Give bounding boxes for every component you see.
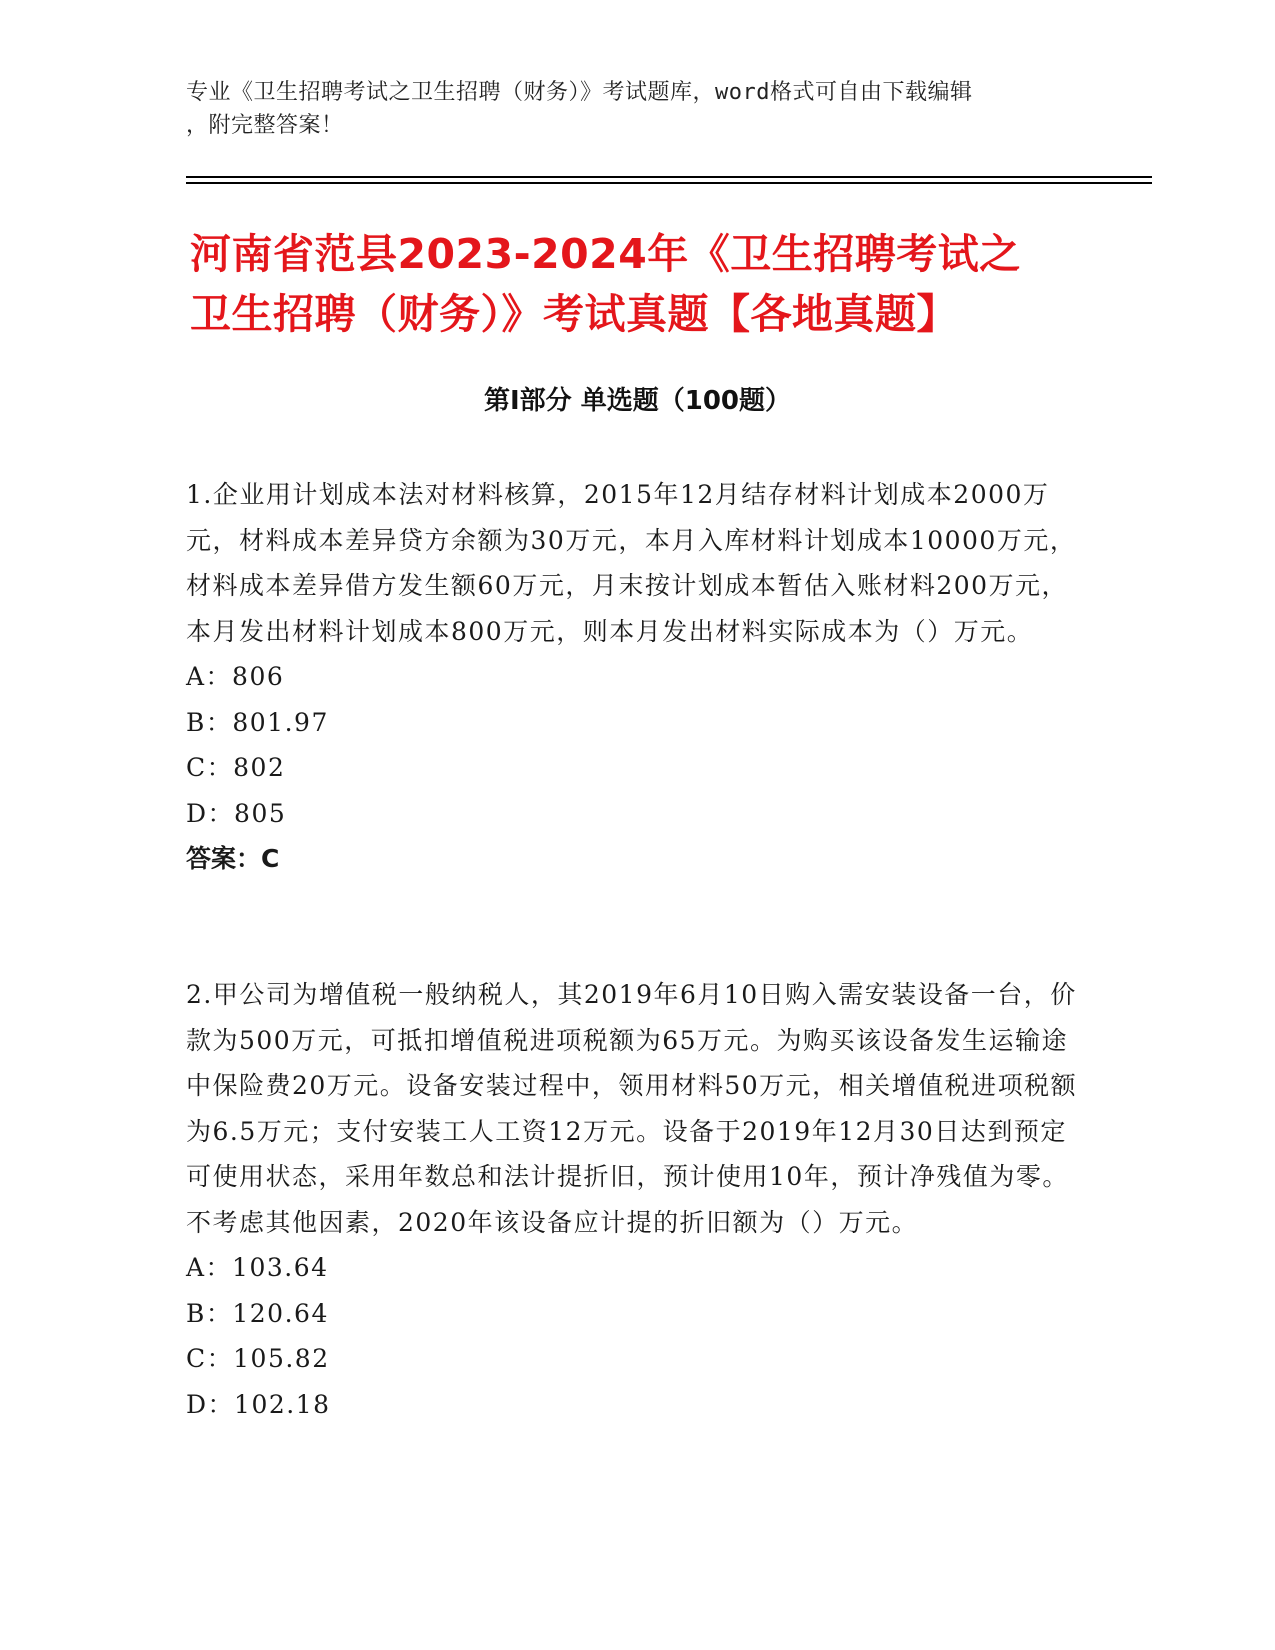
header-note-line-2: ，附完整答案！	[186, 113, 344, 138]
option-b: B：801.97	[186, 707, 329, 737]
header-note-line-1: 专业《卫生招聘考试之卫生招聘（财务）》考试题库，word格式可自由下载编辑	[186, 80, 973, 105]
question-2	[186, 972, 1086, 1427]
option-a: A：103.64	[186, 1253, 329, 1282]
document-title	[190, 224, 1090, 344]
option-b: B：120.64	[186, 1298, 329, 1328]
answer-label: 答案：C	[186, 844, 280, 873]
header-divider-bottom	[186, 182, 1152, 184]
option-c: C：105.82	[186, 1344, 330, 1373]
header-note	[186, 76, 1066, 142]
question-1	[186, 472, 1086, 882]
document-title-line-1: 河南省范县2023-2024年《卫生招聘考试之	[190, 230, 1021, 278]
option-a: A：806	[186, 662, 285, 691]
section-heading: 第Ⅰ部分 单选题（100题）	[484, 386, 791, 416]
option-c: C：802	[186, 753, 286, 782]
option-d: D：102.18	[186, 1389, 331, 1419]
question-stem: 1.企业用计划成本法对材料核算，2015年12月结存材料计划成本2000万元，材料成本差异贷方余额为30万元，本月入库材料计划成本10000万元，材料成本差异借方发生额60万元，月末按计划成本暂估入账材料200万元，本月发出材料计划成本800万元，则本月发出材料实际成本为（）万元。	[186, 480, 1077, 646]
header-divider-top	[186, 176, 1152, 178]
document-title-line-2: 卫生招聘（财务）》考试真题【各地真题】	[190, 290, 958, 338]
question-stem: 2.甲公司为增值税一般纳税人，其2019年6月10日购入需安装设备一台，价款为500万元，可抵扣增值税进项税额为65万元。为购买该设备发生运输途中保险费20万元。设备安装过程中，领用材料50万元，相关增值税进项税额为6.5万元；支付安装工人工资12万元。设备于2019年12月30日达到预定可使用状态，采用年数总和法计提折旧，预计使用10年，预计净残值为零。不考虑其他因素，2020年该设备应计提的折旧额为（）万元。	[186, 980, 1078, 1237]
option-d: D：805	[186, 798, 287, 828]
